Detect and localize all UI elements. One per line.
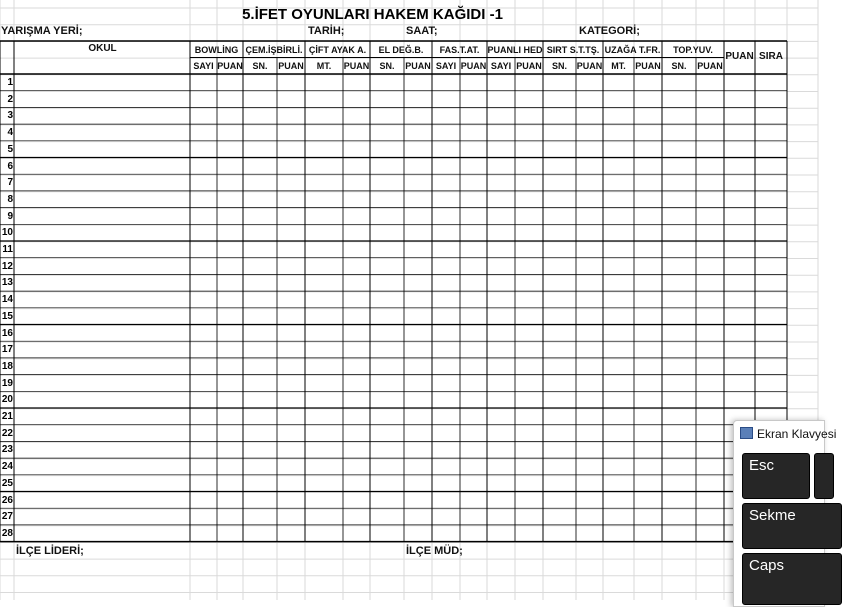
event-subheader-6-1: PUAN [576, 61, 603, 71]
event-subheader-0-0: SAYI [193, 61, 214, 71]
row-number: 3 [7, 110, 13, 122]
row-number: 11 [2, 244, 13, 255]
onscreen-keyboard-window[interactable] [733, 420, 837, 607]
event-subheader-4-0: SAYI [435, 61, 457, 71]
event-header-3: EL DEĞ.B. [378, 45, 424, 55]
row-number: 21 [1, 411, 13, 422]
event-header-6: SIRT S.T.TŞ. [546, 45, 600, 55]
time-label: SAAT; [406, 25, 438, 37]
event-header-0: BOWLİNG [194, 45, 239, 55]
row-number: 24 [1, 461, 13, 473]
row-number: 1 [7, 77, 13, 88]
event-subheader-7-1: PUAN [635, 61, 661, 71]
event-subheader-1-1: PUAN [278, 61, 304, 71]
event-header-2: ÇİFT AYAK A. [308, 45, 367, 55]
tab-key[interactable]: Sekme [742, 503, 842, 549]
event-subheader-2-1: PUAN [343, 61, 370, 71]
event-subheader-6-0: SN. [551, 61, 567, 71]
row-number: 26 [1, 494, 13, 506]
keyboard-icon [740, 427, 753, 439]
total-points-header: PUAN [725, 51, 754, 62]
esc-key[interactable]: Esc [742, 453, 810, 499]
date-label: TARİH; [308, 25, 345, 37]
event-subheader-8-0: SN. [671, 61, 687, 71]
event-subheader-4-1: PUAN [460, 61, 487, 71]
row-number: 19 [1, 377, 13, 389]
row-number: 10 [1, 227, 13, 239]
row-number: 15 [1, 310, 13, 322]
row-number: 18 [1, 360, 13, 372]
event-header-8: TOP.YUV. [673, 45, 713, 55]
category-label: KATEGORİ; [579, 25, 640, 37]
event-subheader-5-0: SAYI [490, 61, 512, 71]
onscreen-keyboard-title: Ekran Klavyesi [740, 427, 836, 441]
row-number: 23 [1, 444, 13, 456]
district-director-label: İLÇE MÜD; [406, 545, 463, 557]
row-number: 17 [1, 344, 13, 356]
row-number: 2 [7, 93, 13, 105]
district-leader-label: İLÇE LİDERİ; [16, 545, 84, 557]
row-number: 27 [1, 511, 13, 523]
event-subheader-5-1: PUAN [516, 61, 542, 71]
school-column-header: OKUL [88, 43, 117, 54]
row-number: 4 [7, 127, 13, 139]
row-number: 13 [1, 277, 13, 289]
venue-label: YARIŞMA YERİ; [1, 25, 83, 37]
sheet-title: 5.İFET OYUNLARI HAKEM KAĞIDI -1 [242, 6, 503, 23]
row-number: 28 [1, 527, 13, 539]
row-number: 5 [7, 143, 13, 155]
event-subheader-7-0: MT. [611, 61, 626, 71]
row-number: 20 [1, 394, 13, 406]
row-number: 7 [7, 177, 13, 189]
next-key[interactable] [814, 453, 834, 499]
row-number: 12 [1, 260, 13, 272]
row-number: 8 [7, 193, 13, 205]
row-number: 22 [1, 427, 13, 439]
row-number: 16 [1, 327, 13, 339]
event-header-7: UZAĞA T.FR. [604, 45, 661, 55]
event-subheader-3-1: PUAN [405, 61, 431, 71]
row-number: 6 [7, 160, 13, 172]
row-number: 14 [1, 294, 13, 306]
event-subheader-1-0: SN. [252, 61, 268, 71]
event-header-5: PUANLI HED [487, 45, 543, 55]
event-subheader-8-1: PUAN [697, 61, 723, 71]
rank-header: SIRA [759, 51, 783, 62]
event-header-1: ÇEM.İŞBİRLİ. [245, 45, 303, 55]
event-subheader-2-0: MT. [316, 61, 332, 71]
caps-key[interactable]: Caps [742, 553, 842, 605]
event-header-4: FAS.T.AT. [439, 45, 480, 55]
event-subheader-3-0: SN. [379, 61, 395, 71]
row-number: 9 [7, 210, 13, 222]
event-subheader-0-1: PUAN [217, 61, 243, 71]
row-number: 25 [1, 477, 13, 489]
